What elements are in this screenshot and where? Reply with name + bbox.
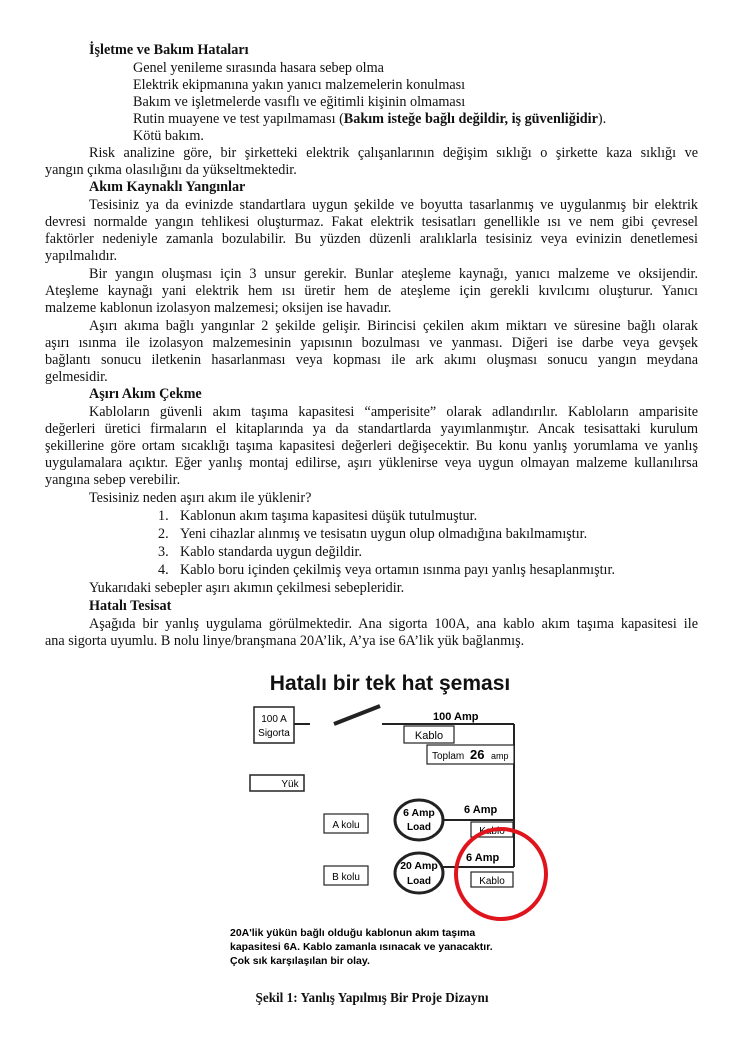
b-branch-amp: 6 Amp	[466, 852, 500, 864]
a-branch-label: A kolu	[332, 820, 360, 831]
item-text: Kablonun akım taşıma kapasitesi düşük tutulmuştur.	[180, 508, 478, 524]
paragraph-line: Ateşleme kaynağı yani elektrik hem ısı üretir hem de ateşleme için gerekli kıvılcımı oluşturur. Yanıcı	[45, 283, 698, 299]
paragraph-line: yangın çıkma olasılığını da yükseltmektedir.	[45, 162, 297, 178]
paragraph-line: Aşağıda bir yanlış uygulama görülmektedir. Ana sigorta 100A, ana kablo akım taşıma kapasitesi ile	[89, 616, 698, 632]
list-item-end: ).	[597, 111, 607, 127]
main-amp-label: 100 Amp	[433, 711, 479, 723]
paragraph-line: aşırı ısınma ile izolasyon malzemesinin yapısının bozulması ve yanması. Diğeri ise darbe veya gevşek	[45, 335, 698, 351]
paragraph-line: şekillerine göre ortam sıcaklığı taşıma kapasitesi değerleri değişecektir. Bu konu yanlış yorumlama ve yanlış	[45, 438, 698, 454]
paragraph-line: Risk analizine göre, bir şirketteki elektrik çalışanlarının değişim sıklığı o şirkette kaza sıklığı ve	[89, 145, 698, 161]
paragraph-line: malzeme kablonun izolasyon malzemesi; oksijen ise havadır.	[45, 300, 392, 316]
a-load-circle	[395, 800, 443, 840]
item-number: 3.	[158, 544, 169, 560]
paragraph-line: devresi normalde yangın tehlikesi oluşturmaz. Fakat elektrik tesisatları genellikle ısı ve nem gibi çevresel	[45, 214, 698, 230]
numbered-item	[158, 562, 615, 579]
section-title-operation-errors: İşletme ve Bakım Hataları	[89, 42, 249, 58]
question-text: Tesisiniz neden aşırı akım ile yüklenir?	[89, 490, 312, 506]
figure-caption: Şekil 1: Yanlış Yapılmış Bir Proje Dizaynı	[255, 990, 489, 1005]
b-load-amp: 20 Amp	[400, 860, 438, 872]
note-line: 20A'lik yükün bağlı olduğu kablonun akım taşıma	[230, 927, 476, 939]
note-line: Çok sık karşılaşılan bir olay.	[230, 955, 370, 967]
paragraph-line: Tesisiniz ya da evinizde standartlara uygun şekilde ve boyutta tasarlanmış ve uygulanmış bir elektrik	[89, 197, 698, 213]
a-load-label: Load	[407, 822, 431, 833]
paragraph-line: Bir yangın oluşması için 3 unsur gerekir. Bunlar ateşleme kaynağı, yanıcı malzeme ve oksijendir.	[89, 266, 698, 282]
paragraph-line: bağlantı sonucu iletkenin hasarlanması veya kopması ile ark akımı oluşması sonucu yangın meydana	[45, 352, 698, 368]
paragraph-line: Kabloların güvenli akım taşıma kapasitesi “amperisite” olarak adlandırılır. Kabloların amparisite	[89, 404, 698, 420]
a-load-amp: 6 Amp	[403, 807, 435, 819]
summary-text: Yukarıdaki sebepler aşırı akımın çekilmesi sebepleridir.	[89, 580, 405, 596]
fuse-label-line2: Sigorta	[258, 728, 290, 739]
paragraph-line: faktörler nedeniyle zamanla bozulabilir. Bu yüzden düzenli aralıklarla tesisiniz veya evinizin denetlemesi	[45, 231, 698, 247]
list-item: Kötü bakım.	[133, 128, 204, 144]
list-item: Bakım ve işletmelerde vasıflı ve eğitimli kişinin olmaması	[133, 94, 466, 110]
list-item-text: Rutin muayene ve test yapılmaması (	[133, 111, 344, 127]
paragraph-line: yapılmalıdır.	[45, 248, 118, 264]
list-item	[133, 111, 606, 128]
total-prefix: Toplam	[432, 751, 465, 762]
a-cable-label: Kablo	[479, 826, 505, 837]
numbered-item	[158, 526, 587, 543]
diagram-title: Hatalı bir tek hat şeması	[269, 672, 511, 695]
paragraph-line: gelmesidir.	[45, 369, 108, 385]
single-line-diagram-figure	[228, 660, 552, 980]
list-item: Elektrik ekipmanına yakın yanıcı malzemelerin konulması	[133, 77, 466, 93]
switch-blade	[334, 706, 380, 724]
total-value: 26	[470, 747, 485, 762]
load-label: Yük	[281, 779, 299, 790]
numbered-item	[158, 544, 362, 561]
paragraph-line: Aşırı akıma bağlı yangınlar 2 şekilde gelişir. Birincisi çekilen akım miktarı ve süresine bağlı olarak	[89, 318, 698, 334]
single-line-diagram	[228, 660, 552, 980]
paragraph-line: yangına sebep verebilir.	[45, 472, 181, 488]
item-text: Yeni cihazlar alınmış ve tesisatın uygun olup olmadığına bakılmamıştır.	[180, 526, 588, 542]
item-number: 4.	[158, 562, 169, 578]
b-branch-label: B kolu	[332, 872, 360, 883]
list-item: Genel yenileme sırasında hasara sebep olma	[133, 60, 384, 76]
list-item-bold-text: Bakım isteğe bağlı değildir, iş güvenliğidir	[343, 111, 598, 127]
numbered-item	[158, 508, 477, 525]
paragraph-line: ana sigorta uyumlu. B nolu linye/branşmana 20A’lik, A’ya ise 6A’lik yük bağlanmış.	[45, 633, 525, 649]
fuse-label-line1: 100 A	[261, 714, 287, 725]
a-branch-amp: 6 Amp	[464, 804, 498, 816]
item-text: Kablo boru içinden çekilmiş veya ortamın ısınma payı yanlış hesaplanmıştır.	[180, 562, 615, 578]
item-number: 2.	[158, 526, 169, 542]
item-number: 1.	[158, 508, 169, 524]
item-text: Kablo standarda uygun değildir.	[180, 544, 363, 560]
note-line: kapasitesi 6A. Kablo zamanla ısınacak ve yanacaktır.	[230, 941, 493, 953]
main-cable-label: Kablo	[414, 730, 444, 742]
b-load-circle	[395, 853, 443, 893]
paragraph-line: değerleri üretici firmaların el kitaplarında ya da standartlarda yayımlanmıştır. Ancak tesisattaki kurulum	[45, 421, 698, 437]
b-load-label: Load	[407, 876, 431, 887]
section-title-current-fires: Akım Kaynaklı Yangınlar	[89, 179, 246, 195]
b-cable-label: Kablo	[479, 876, 505, 887]
section-title-overcurrent: Aşırı Akım Çekme	[89, 386, 202, 402]
section-title-faulty-installation: Hatalı Tesisat	[89, 598, 172, 614]
paragraph-line: uygulamalara açıktır. Eğer yanlış montaj edilirse, aşırı yüklenirse veya uygun olmayan malzeme kullanılırsa	[45, 455, 698, 471]
total-unit: amp	[491, 751, 509, 761]
